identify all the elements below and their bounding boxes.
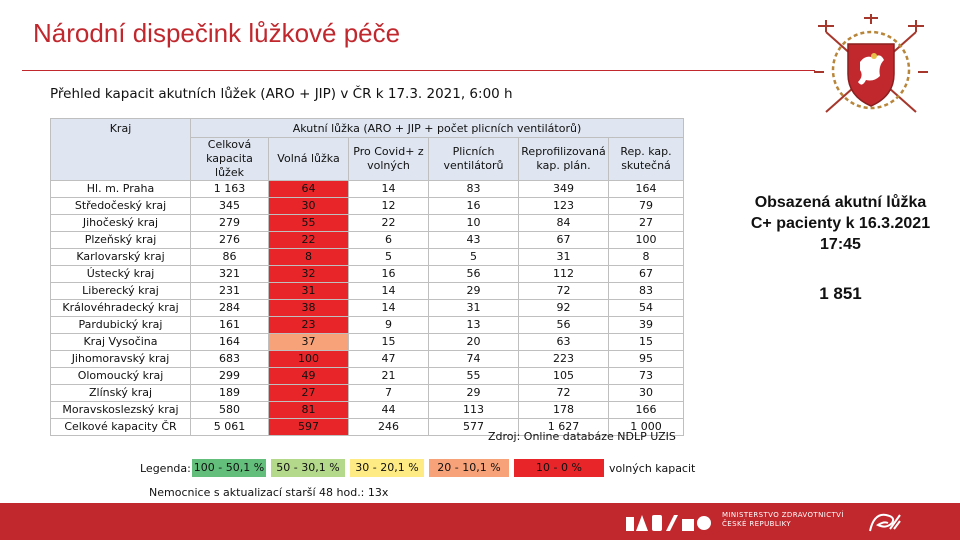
value-cell: 123: [519, 198, 609, 215]
kraj-name-cell: Kraj Vysočina: [51, 334, 191, 351]
value-cell: 67: [609, 266, 684, 283]
value-cell: 44: [349, 402, 429, 419]
value-cell: 56: [519, 317, 609, 334]
free-beds-cell: 55: [269, 215, 349, 232]
value-cell: 112: [519, 266, 609, 283]
value-cell: 29: [429, 283, 519, 300]
data-source-note: Zdroj: Online databáze NDLP UZIS: [488, 430, 676, 443]
value-cell: 279: [191, 215, 269, 232]
table-row: [51, 402, 684, 419]
cr-emblem-icon: [866, 509, 904, 535]
value-cell: 83: [609, 283, 684, 300]
value-cell: 189: [191, 385, 269, 402]
free-beds-cell: 30: [269, 198, 349, 215]
capacity-table: [50, 118, 684, 436]
page-title: Národní dispečink lůžkové péče: [33, 18, 401, 48]
value-cell: 22: [349, 215, 429, 232]
legend-swatch-2: 50 - 30,1 %: [271, 459, 345, 477]
kraj-name-cell: Plzeňský kraj: [51, 232, 191, 249]
value-cell: 246: [349, 419, 429, 436]
value-cell: 100: [609, 232, 684, 249]
value-cell: 321: [191, 266, 269, 283]
value-cell: 54: [609, 300, 684, 317]
kraj-name-cell: Středočeský kraj: [51, 198, 191, 215]
column-header: Volná lůžka: [269, 138, 349, 181]
value-cell: 15: [349, 334, 429, 351]
value-cell: 21: [349, 368, 429, 385]
value-cell: 1 163: [191, 181, 269, 198]
value-cell: 14: [349, 283, 429, 300]
value-cell: 16: [429, 198, 519, 215]
value-cell: 6: [349, 232, 429, 249]
column-header: Celková kapacita lůžek: [191, 138, 269, 181]
kraj-name-cell: Hl. m. Praha: [51, 181, 191, 198]
value-cell: 84: [519, 215, 609, 232]
value-cell: 5 061: [191, 419, 269, 436]
value-cell: 83: [429, 181, 519, 198]
kraj-name-cell: Pardubický kraj: [51, 317, 191, 334]
free-beds-cell: 100: [269, 351, 349, 368]
legend: [140, 459, 695, 477]
value-cell: 276: [191, 232, 269, 249]
kraj-name-cell: Jihočeský kraj: [51, 215, 191, 232]
table-row: [51, 215, 684, 232]
value-cell: 43: [429, 232, 519, 249]
covid-occupied-note: Obsazená akutní lůžka C+ pacienty k 16.3.2021 17:45: [750, 194, 931, 253]
value-cell: 63: [519, 334, 609, 351]
value-cell: 8: [609, 249, 684, 266]
ministry-line-1: MINISTERSTVO ZDRAVOTNICTVÍ: [722, 511, 844, 519]
coat-of-arms-crest-icon: [808, 12, 934, 122]
value-cell: 580: [191, 402, 269, 419]
free-beds-cell: 23: [269, 317, 349, 334]
kraj-name-cell: Celkové kapacity ČR: [51, 419, 191, 436]
free-beds-cell: 27: [269, 385, 349, 402]
free-beds-cell: 64: [269, 181, 349, 198]
value-cell: 577: [429, 419, 519, 436]
kraj-name-cell: Ústecký kraj: [51, 266, 191, 283]
legend-label: Legenda:: [140, 461, 191, 475]
value-cell: 72: [519, 385, 609, 402]
table-row: [51, 283, 684, 300]
kraj-name-cell: Olomoucký kraj: [51, 368, 191, 385]
value-cell: 95: [609, 351, 684, 368]
value-cell: 113: [429, 402, 519, 419]
value-cell: 12: [349, 198, 429, 215]
value-cell: 178: [519, 402, 609, 419]
value-cell: 92: [519, 300, 609, 317]
free-beds-cell: 38: [269, 300, 349, 317]
free-beds-cell: 8: [269, 249, 349, 266]
value-cell: 5: [349, 249, 429, 266]
value-cell: 20: [429, 334, 519, 351]
value-cell: 1 627: [519, 419, 609, 436]
value-cell: 14: [349, 181, 429, 198]
free-beds-cell: 31: [269, 283, 349, 300]
ministry-name: [722, 511, 844, 529]
free-beds-cell: 22: [269, 232, 349, 249]
value-cell: 284: [191, 300, 269, 317]
legend-swatch-1: 100 - 50,1 %: [192, 459, 266, 477]
kraj-name-cell: Zlínský kraj: [51, 385, 191, 402]
value-cell: 13: [429, 317, 519, 334]
free-beds-cell: 597: [269, 419, 349, 436]
value-cell: 7: [349, 385, 429, 402]
free-beds-cell: 32: [269, 266, 349, 283]
value-cell: 47: [349, 351, 429, 368]
legend-tail-label: volných kapacit: [609, 461, 696, 475]
free-beds-cell: 49: [269, 368, 349, 385]
value-cell: 1 000: [609, 419, 684, 436]
column-header: Rep. kap. skutečná: [609, 138, 684, 181]
value-cell: 55: [429, 368, 519, 385]
value-cell: 223: [519, 351, 609, 368]
ministry-line-2: ČESKÉ REPUBLIKY: [722, 520, 792, 528]
value-cell: 683: [191, 351, 269, 368]
value-cell: 164: [191, 334, 269, 351]
value-cell: 27: [609, 215, 684, 232]
kraj-name-cell: Moravskoslezský kraj: [51, 402, 191, 419]
report-subtitle: Přehled kapacit akutních lůžek (ARO + JIP) v ČR k 17.3. 2021, 6:00 h: [50, 86, 513, 102]
covid-occupied-value: 1 851: [819, 284, 862, 303]
value-cell: 16: [349, 266, 429, 283]
free-beds-cell: 81: [269, 402, 349, 419]
column-header: Pro Covid+ z volných: [349, 138, 429, 181]
kraj-name-cell: Karlovarský kraj: [51, 249, 191, 266]
partner-logos-icon: [624, 511, 714, 533]
value-cell: 73: [609, 368, 684, 385]
value-cell: 31: [519, 249, 609, 266]
value-cell: 10: [429, 215, 519, 232]
table-row: [51, 232, 684, 249]
table-row: [51, 368, 684, 385]
table-row: [51, 385, 684, 402]
kraj-name-cell: Jihomoravský kraj: [51, 351, 191, 368]
value-cell: 9: [349, 317, 429, 334]
kraj-name-cell: Královéhradecký kraj: [51, 300, 191, 317]
value-cell: 74: [429, 351, 519, 368]
value-cell: 164: [609, 181, 684, 198]
kraj-column-header: Kraj: [51, 119, 191, 181]
legend-swatch-4: 20 - 10,1 %: [429, 459, 509, 477]
table-row: [51, 351, 684, 368]
value-cell: 31: [429, 300, 519, 317]
value-cell: 161: [191, 317, 269, 334]
value-cell: 67: [519, 232, 609, 249]
value-cell: 231: [191, 283, 269, 300]
footer-bar: [0, 503, 960, 540]
value-cell: 349: [519, 181, 609, 198]
value-cell: 86: [191, 249, 269, 266]
value-cell: 72: [519, 283, 609, 300]
table-row: [51, 181, 684, 198]
value-cell: 79: [609, 198, 684, 215]
value-cell: 30: [609, 385, 684, 402]
column-header: Plicních ventilátorů: [429, 138, 519, 181]
value-cell: 345: [191, 198, 269, 215]
value-cell: 166: [609, 402, 684, 419]
title-divider: [22, 70, 815, 71]
kraj-name-cell: Liberecký kraj: [51, 283, 191, 300]
table-row: [51, 317, 684, 334]
group-header: Akutní lůžka (ARO + JIP + počet plicních ventilátorů): [191, 119, 684, 138]
legend-swatch-3: 30 - 20,1 %: [350, 459, 424, 477]
legend-swatch-5: 10 - 0 %: [514, 459, 604, 477]
value-cell: 299: [191, 368, 269, 385]
value-cell: 5: [429, 249, 519, 266]
column-header: Reprofilizovaná kap. plán.: [519, 138, 609, 181]
value-cell: 39: [609, 317, 684, 334]
table-row: [51, 334, 684, 351]
free-beds-cell: 37: [269, 334, 349, 351]
table-row: [51, 198, 684, 215]
value-cell: 15: [609, 334, 684, 351]
value-cell: 14: [349, 300, 429, 317]
table-row: [51, 300, 684, 317]
stale-hospitals-note: Nemocnice s aktualizací starší 48 hod.: 13x: [149, 486, 389, 499]
value-cell: 29: [429, 385, 519, 402]
table-row: [51, 266, 684, 283]
value-cell: 56: [429, 266, 519, 283]
table-row: [51, 249, 684, 266]
value-cell: 105: [519, 368, 609, 385]
